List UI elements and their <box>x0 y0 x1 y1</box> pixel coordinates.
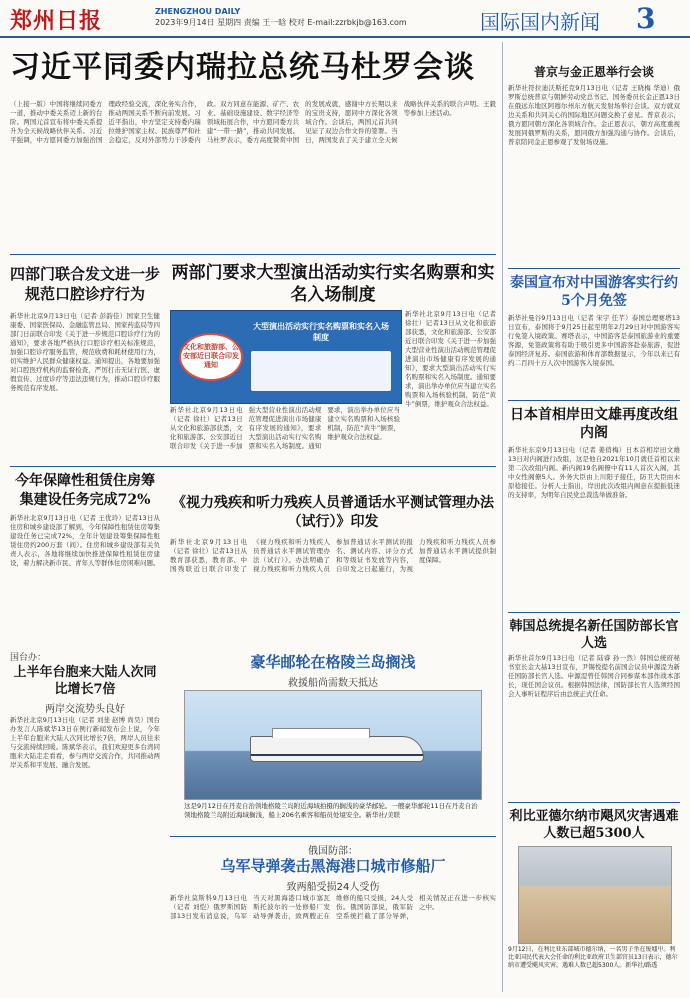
newspaper-pinyin: ZHENGZHOU DAILY <box>155 7 241 16</box>
performance-body: 新华社北京9月13日电（记者 徐壮）记者13日从文化和旅游部获悉，文化和旅游部、公安部近日联合印发《关于进一步加强大型营业性演出活动规范管理促进演出市场健康有序发展的通知》，要求大型演出活动实行实名购票和实名入场制度。通知要求，演出举办单位应当建立实名购票和入场核验机制，防范“黄牛”倒票，维护观众合法权益。 <box>170 406 400 450</box>
cruise-caption: 这是9月12日在丹麦自治领地格陵兰岛附近海域拍摄的搁浅的豪华邮轮。一艘豪华邮轮11日在丹麦自治领地格陵兰岛附近海域搁浅，船上206名乘客和船员处境安全。新华社/美联 <box>184 802 478 819</box>
travel-kicker: 国台办： <box>10 653 47 663</box>
putin-kim-body: 新华社符拉迪沃斯托克9月13日电（记者 王晓梅 华迪）俄罗斯总统普京与朝鲜劳动党总书记、国务委员长金正恩13日在俄远东地区阿穆尔州东方航天发射场举行会谈。双方就双边关系和共同关心的国际地区问题交换了意见。普京表示，俄方愿同朝方深化各领域合作。金正恩表示，朝方高度重视发展同俄罗斯的关系，愿同俄方加强沟通与协作。会谈后，普京陪同金正恩参观了发射场设施。 <box>508 84 680 146</box>
cruise-ship-photo <box>184 690 482 800</box>
japan-body: 新华社东京9月13日电（记者 姜俏梅）日本首相岸田文雄13日对内阁进行改组，这是他自2021年10月就任首相以来第二次改组内阁。新内阁19名阁僚中有11人首次入阁，其中女性阁僚5人。外务大臣由上川阳子接任，防卫大臣由木原稔接任。分析人士指出，岸田此次改组内阁意在提振低迷的支持率，为明年自民党总裁选举做准备。 <box>508 446 680 499</box>
libya-disaster-photo <box>518 846 672 944</box>
date-line: 2023年9月14日 星期四 责编 王一晗 校对 E-mail:zzrbkjb@163.com <box>155 18 407 27</box>
page-number: 3 <box>636 2 656 35</box>
vision-body: 新华社北京9月13日电（记者 徐壮）记者13日从教育部获悉，教育部、中国残联近日联合印发了《视力残疾和听力残疾人员普通话水平测试管理办法（试行）》。办法明确了视力残疾和听力残疾人员参加普通话水平测试的报名、测试内容、评分方式和等级证书发放等内容，自印发之日起施行，为视力残疾和听力残疾人员参加普通话水平测试提供制度保障。 <box>170 538 496 573</box>
divider <box>10 254 496 255</box>
performance-poster-image <box>170 310 402 404</box>
dental-body: 新华社北京9月13日电（记者 彭韵佳）国家卫生健康委、国家医保局、金融监管总局、国家药监局等四部门日前联合印发《关于进一步规范口腔诊疗行为的通知》，要求各地严格执行口腔诊疗相关标准规范，加强口腔诊疗服务监管，规范收费和耗材使用行为，切实维护人民群众健康权益。通知提出，各地要加强对口腔医疗机构的监督检查，严厉打击无证行医、虚假宣传、过度诊疗等违法违规行为，推动口腔诊疗服务规范有序发展。 <box>10 312 160 392</box>
ukraine-subheadline: 致两船受损24人受伤 <box>286 882 380 893</box>
travel-body: 新华社北京9月13日电（记者 刘斐 赵博 尚昊）国台办发言人陈斌华13日在例行新闻发布会上说，今年上半年台胞来大陆人次同比增长7倍，两岸人员往来与交流持续回暖。陈斌华表示，我们欢迎更多台湾同胞来大陆走走看看，参与两岸交流合作，共同推动两岸关系和平发展、融合发展。 <box>10 716 160 769</box>
dental-headline: 四部门联合发文进一步规范口腔诊疗行为 <box>10 265 161 303</box>
divider <box>508 400 680 401</box>
libya-headline: 利比亚德尔纳市飓风灾害遇难人数已超5300人 <box>509 809 679 841</box>
poster-bubble: 文化和旅游部、公安部近日联合印发通知 <box>179 333 243 381</box>
masthead-info <box>155 6 407 28</box>
thailand-headline: 泰国宣布对中国游客实行约5个月免签 <box>510 275 678 309</box>
performance-body-right: 新华社北京9月13日电（记者 徐壮）记者13日从文化和旅游部获悉，文化和旅游部、公安部近日联合印发《关于进一步加强大型营业性演出活动规范管理促进演出市场健康有序发展的通知》，要求大型演出活动实行实名购票和实名入场制度。通知要求，演出举办单位应当建立实名购票和入场核验机制，防范“黄牛”倒票，维护观众合法权益。 <box>405 310 496 408</box>
cruise-subheadline: 救援船尚需数天抵达 <box>288 678 378 689</box>
ship-shape <box>250 736 424 762</box>
poster-title: 大型演出活动实行实名购票和实名入场制度 <box>253 322 389 342</box>
poster-stage <box>251 351 391 391</box>
housing-headline: 今年保障性租赁住房筹集建设任务完成72% <box>15 473 155 508</box>
lead-headline: 习近平同委内瑞拉总统马杜罗会谈 <box>10 50 475 85</box>
divider <box>10 466 496 467</box>
divider <box>508 268 680 269</box>
putin-kim-headline: 普京与金正恩举行会谈 <box>533 65 654 79</box>
lead-body: （上接一版）中国将继续同委方一道，推动中委关系迈上新的台阶。两国元首宣布将中委关系提升为全天候战略伙伴关系。习近平强调，中方愿同委方加强治国理政经验交流，深化务实合作，推动两国关系不断向前发展。习近平指出，中方坚定支持委内瑞拉维护国家主权、民族尊严和社会稳定，反对外部势力干涉委内政。双方同意在能源、矿产、农业、基础设施建设、数字经济等领域拓展合作，中方愿同委方共建“一带一路”，推动共同发展。马杜罗表示，委方高度赞赏中国的发展成就，感谢中方长期以来的宝贵支持，愿同中方深化各领域合作。会谈后，两国元首共同见证了双边合作文件的签署。当日，两国发表了关于建立全天候战略伙伴关系的联合声明。王毅等参加上述活动。 <box>10 100 496 144</box>
divider <box>508 802 680 803</box>
housing-body: 新华社北京9月13日电（记者 王优玲）记者13日从住房和城乡建设部了解到，今年保障性租赁住房筹集建设任务已完成72%，全年计划建设筹集保障性租赁住房约200万套（间）。住房和城乡建设部有关负责人表示，各地将继续加快推进保障性租赁住房建设，着力解决新市民、青年人等群体住房困难问题。 <box>10 514 160 567</box>
column-separator <box>502 42 503 992</box>
ukraine-kicker: 俄国防部： <box>308 846 358 857</box>
newspaper-logo: 郑州日报 <box>10 8 103 34</box>
masthead-rule <box>0 36 690 38</box>
cruise-headline: 豪华邮轮在格陵兰岛搁浅 <box>250 653 416 671</box>
korea-headline: 韩国总统提名新任国防部长官人选 <box>509 619 679 651</box>
performance-headline: 两部门要求大型演出活动实行实名购票和实名入场制度 <box>171 263 495 305</box>
travel-headline: 上半年台胞来大陆人次同比增长7倍 <box>13 665 157 697</box>
japan-headline: 日本首相岸田文雄再度改组内阁 <box>510 407 678 441</box>
section-title: 国际国内新闻 <box>480 10 600 34</box>
travel-subheadline: 两岸交流势头良好 <box>45 704 125 715</box>
thailand-body: 新华社曼谷9月13日电（记者 宋宇 任芊）泰国总理赛塔13日宣布，泰国将于9月25日起至明年2月29日对中国游客实行免签入境政策。赛塔表示，中国游客是泰国旅游业的重要客源，免签政策将有助于吸引更多中国游客赴泰旅游，促进泰国经济复苏。泰国旅游和体育部数据显示，今年以来已有约二百四十万人次中国游客入境泰国。 <box>508 314 680 367</box>
korea-body: 新华社首尔9月13日电（记者 陆睿 孙一然）韩国总统府秘书室长金大基13日宣布，尹锡悦提名前国会议员申源湜为新任国防部长官人选。申源湜曾任韩国合同参谋本部作战本部长，现任国会议员。根据韩国法律，国防部长官人选须经国会人事听证程序后由总统正式任命。 <box>508 654 680 698</box>
ukraine-headline: 乌军导弹袭击黑海港口城市修船厂 <box>220 857 446 875</box>
divider <box>170 836 496 837</box>
divider <box>508 612 680 613</box>
libya-caption: 9月12日，在利比亚东部城市德尔纳，一名男子坐在废墟中。利比亚国民代表大会任命的利比亚政府卫生部官员13日表示，德尔纳市遭受飓风灾害，遇难人数已超5300人。新华社/路透 <box>508 946 678 969</box>
ukraine-body: 新华社莫斯科9月13日电（记者 刘恺）俄罗斯国防部13日发布消息说，乌军当天对黑海港口城市塞瓦斯托波尔的一处修船厂发动导弹袭击，致两艘正在维修的船只受损，24人受伤。俄国防部说，俄军防空系统拦截了部分导弹，相关情况正在进一步核实之中。 <box>170 894 496 920</box>
vision-headline: 《视力残疾和听力残疾人员普通话水平测试管理办法（试行）》印发 <box>172 495 494 530</box>
